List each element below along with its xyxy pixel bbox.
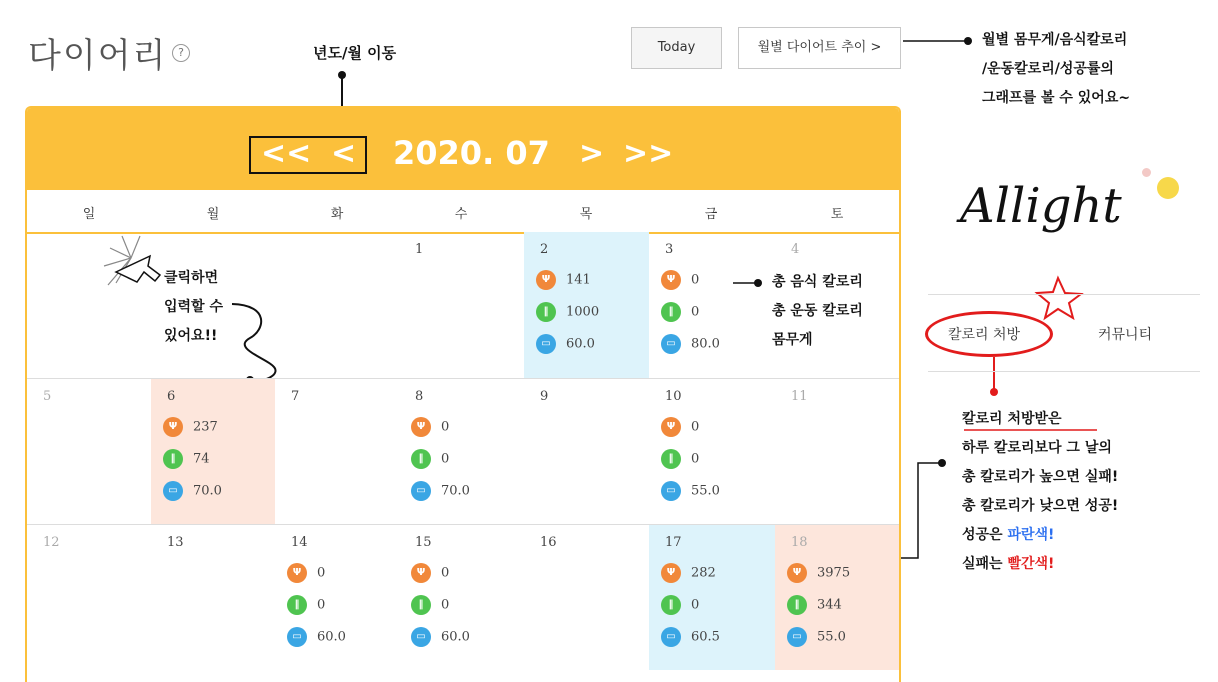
weight-icon: ▭: [287, 627, 307, 647]
day-stat-wgt: [163, 481, 222, 501]
day-stat-exer: [661, 449, 699, 469]
day-cell[interactable]: [27, 525, 151, 670]
day-stat-wgt: [787, 627, 846, 647]
monthly-trend-button[interactable]: 월별 다이어트 추이 >: [738, 27, 901, 69]
day-number: 6: [167, 389, 176, 404]
tab-calorie-prescription[interactable]: 칼로리 처방: [948, 327, 1021, 343]
day-stat-exer: [536, 302, 599, 322]
logo-dot: [1157, 177, 1179, 199]
day-stat-wgt: [661, 481, 720, 501]
day-stat-value: 0: [441, 597, 450, 613]
day-number: 18: [791, 535, 808, 550]
calendar: [25, 106, 901, 682]
day-cell[interactable]: [27, 379, 151, 524]
food-icon: Ψ: [661, 417, 681, 437]
day-cell[interactable]: [649, 232, 775, 378]
next-year-button[interactable]: >>: [623, 136, 674, 171]
food-icon: Ψ: [411, 417, 431, 437]
day-number: 8: [415, 389, 424, 404]
day-number: 1: [415, 242, 424, 257]
day-stat-value: 3975: [817, 565, 851, 581]
day-stat-food: [661, 563, 716, 583]
day-number: 13: [167, 535, 184, 550]
prev-year-button[interactable]: <<: [261, 136, 312, 171]
day-stat-value: 0: [691, 597, 700, 613]
day-cell[interactable]: [399, 525, 524, 670]
annotation-graph: 월별 몸무게/음식칼로리 /운동칼로리/성공률의 그래프를 볼 수 있어요~: [982, 32, 1131, 106]
day-stat-value: 0: [441, 451, 450, 467]
tab-highlight-circle: [925, 311, 1053, 357]
day-stat-value: 74: [193, 451, 210, 467]
weekday-tue: 화: [330, 207, 344, 222]
weekday-mon: 월: [206, 207, 220, 222]
logo-dot-small: [1142, 168, 1151, 177]
day-stat-value: 0: [441, 419, 450, 435]
day-cell[interactable]: [524, 525, 649, 670]
day-number: 7: [291, 389, 300, 404]
weight-icon: ▭: [536, 334, 556, 354]
day-number: 4: [791, 242, 800, 257]
brand-logo: Allight: [960, 178, 1122, 234]
day-stat-value: 0: [691, 272, 700, 288]
day-stat-food: [411, 417, 449, 437]
day-stat-wgt: [411, 481, 470, 501]
weight-icon: ▭: [661, 627, 681, 647]
day-cell[interactable]: [524, 232, 649, 378]
day-cell[interactable]: [275, 379, 399, 524]
day-stat-wgt: [287, 627, 346, 647]
day-stat-exer: [787, 595, 842, 615]
day-cell[interactable]: [399, 232, 524, 378]
day-stat-exer: [411, 449, 449, 469]
calendar-year-month: 2020. 07: [393, 134, 550, 172]
calendar-header: [27, 108, 899, 190]
food-icon: Ψ: [661, 563, 681, 583]
star-icon: [1037, 278, 1081, 318]
day-stat-food: [661, 270, 699, 290]
weight-icon: ▭: [411, 627, 431, 647]
day-number: 17: [665, 535, 682, 550]
day-cell[interactable]: [151, 379, 275, 524]
exercise-icon: ‖: [661, 449, 681, 469]
day-stat-value: 0: [317, 565, 326, 581]
weight-icon: ▭: [787, 627, 807, 647]
day-cell[interactable]: [649, 379, 775, 524]
day-stat-value: 60.0: [441, 629, 470, 645]
weekday-fri: 금: [704, 207, 718, 222]
day-number: 11: [791, 389, 808, 404]
day-number: 3: [665, 242, 674, 257]
food-icon: Ψ: [536, 270, 556, 290]
annotation-rules: 칼로리 처방받은 하루 칼로리보다 그 날의 총 칼로리가 높으면 실패! 총 칼로리가 낮으면 성공! 성공은 파란색! 실패는 빨간색!: [962, 411, 1119, 572]
day-stat-value: 282: [691, 565, 716, 581]
day-stat-food: [536, 270, 591, 290]
day-stat-food: [787, 563, 850, 583]
day-stat-value: 80.0: [691, 336, 720, 352]
weekday-sat: 토: [830, 207, 844, 222]
day-stat-value: 60.0: [317, 629, 346, 645]
food-icon: Ψ: [661, 270, 681, 290]
day-stat-food: [661, 417, 699, 437]
annotation-click: 클릭하면 입력할 수 있어요!!: [164, 270, 223, 344]
day-stat-value: 70.0: [193, 483, 222, 499]
day-stat-food: [411, 563, 449, 583]
exercise-icon: ‖: [787, 595, 807, 615]
day-stat-value: 141: [566, 272, 591, 288]
prev-month-button[interactable]: <: [331, 136, 357, 171]
day-stat-wgt: [661, 627, 720, 647]
today-button[interactable]: Today: [631, 27, 722, 69]
food-icon: Ψ: [163, 417, 183, 437]
day-stat-value: 55.0: [691, 483, 720, 499]
annotation-nav: 년도/월 이동: [313, 44, 397, 62]
day-cell[interactable]: [649, 525, 775, 670]
day-stat-value: 1000: [566, 304, 600, 320]
day-stat-exer: [661, 595, 699, 615]
day-cell[interactable]: [151, 525, 275, 670]
day-stat-value: 60.5: [691, 629, 720, 645]
day-stat-value: 55.0: [817, 629, 846, 645]
day-stat-exer: [287, 595, 325, 615]
day-stat-value: 70.0: [441, 483, 470, 499]
day-number: 16: [540, 535, 557, 550]
day-cell[interactable]: [775, 525, 899, 670]
exercise-icon: ‖: [661, 595, 681, 615]
day-stat-value: 0: [317, 597, 326, 613]
weekday-header: [27, 190, 899, 234]
day-stat-value: 0: [441, 565, 450, 581]
day-cell[interactable]: [275, 525, 399, 670]
day-stat-exer: [661, 302, 699, 322]
day-stat-value: 0: [691, 451, 700, 467]
day-number: 15: [415, 535, 432, 550]
exercise-icon: ‖: [661, 302, 681, 322]
exercise-icon: ‖: [411, 595, 431, 615]
day-stat-exer: [163, 449, 210, 469]
day-stat-food: [287, 563, 325, 583]
help-icon[interactable]: ?: [172, 44, 190, 62]
weight-icon: ▭: [163, 481, 183, 501]
day-number: 14: [291, 535, 308, 550]
weekday-sun: 일: [82, 207, 96, 222]
food-icon: Ψ: [411, 563, 431, 583]
food-icon: Ψ: [787, 563, 807, 583]
day-number: 9: [540, 389, 549, 404]
day-number: 12: [43, 535, 60, 550]
weight-icon: ▭: [661, 334, 681, 354]
food-icon: Ψ: [287, 563, 307, 583]
weight-icon: ▭: [411, 481, 431, 501]
day-cell[interactable]: [524, 379, 649, 524]
exercise-icon: ‖: [287, 595, 307, 615]
day-stat-food: [163, 417, 218, 437]
annotation-stats: 총 음식 칼로리 총 운동 칼로리 몸무게: [772, 274, 863, 348]
day-stat-exer: [411, 595, 449, 615]
weekday-thu: 목: [579, 207, 593, 222]
day-stat-value: 0: [691, 304, 700, 320]
nav-pointer-dot: [338, 71, 346, 79]
day-stat-value: 237: [193, 419, 218, 435]
day-stat-wgt: [661, 334, 720, 354]
day-stat-wgt: [411, 627, 470, 647]
weekday-wed: 수: [454, 207, 468, 222]
next-month-button[interactable]: >: [579, 136, 605, 171]
tab-pointer-dot: [990, 388, 998, 396]
day-stat-wgt: [536, 334, 595, 354]
weight-icon: ▭: [661, 481, 681, 501]
tab-community[interactable]: 커뮤니티: [1098, 327, 1153, 343]
day-cell[interactable]: [775, 379, 899, 524]
exercise-icon: ‖: [536, 302, 556, 322]
day-number: 2: [540, 242, 549, 257]
day-stat-value: 60.0: [566, 336, 595, 352]
day-cell[interactable]: [399, 379, 524, 524]
day-number: 10: [665, 389, 682, 404]
exercise-icon: ‖: [411, 449, 431, 469]
page-title: 다이어리: [28, 36, 168, 76]
rule-pointer-dot: [938, 459, 946, 467]
sidebar-divider-bottom: [928, 371, 1200, 372]
day-stat-value: 0: [691, 419, 700, 435]
day-number: 5: [43, 389, 52, 404]
day-stat-value: 344: [817, 597, 842, 613]
sidebar-divider-top: [928, 294, 1200, 295]
graph-pointer-dot: [964, 37, 972, 45]
exercise-icon: ‖: [163, 449, 183, 469]
